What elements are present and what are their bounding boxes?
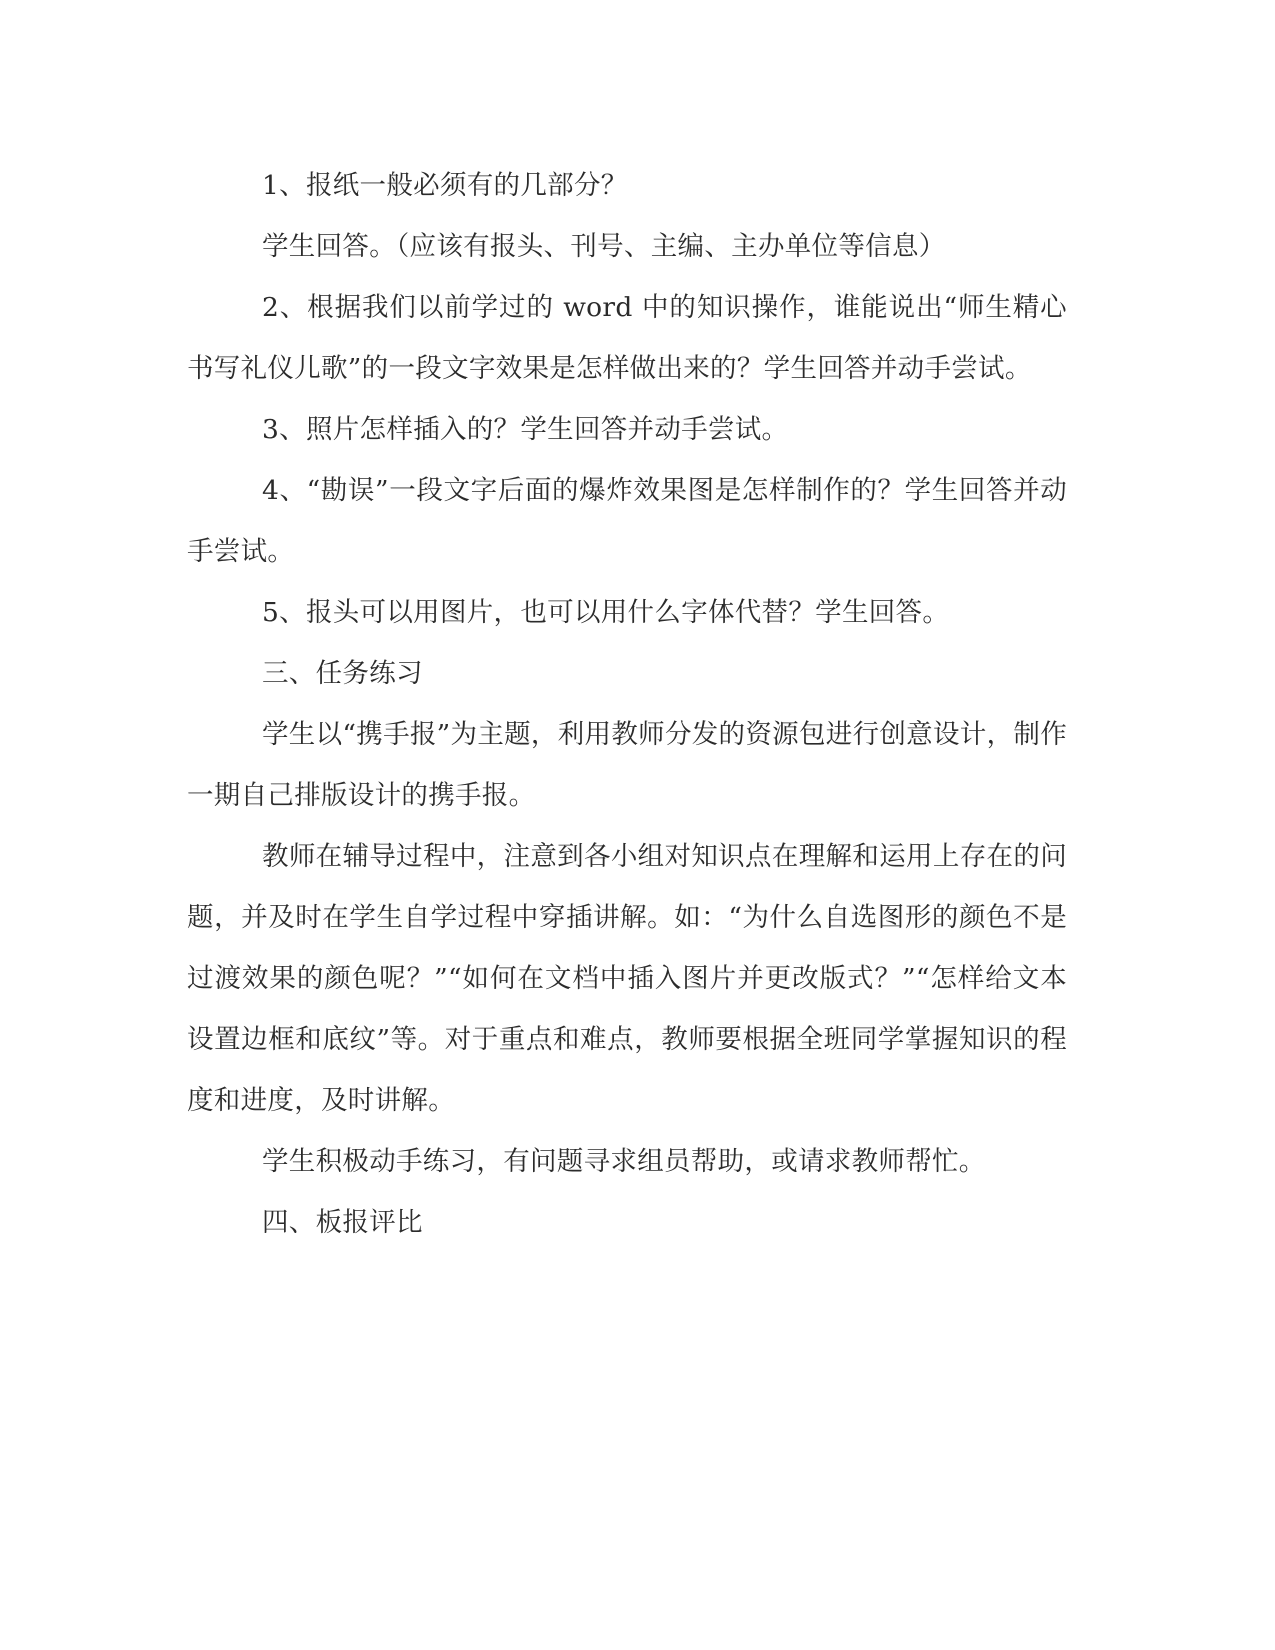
section-heading-task-practice: 三、任务练习: [262, 658, 423, 689]
paragraph-answer-1: 学生回答。（应该有报头、刊号、主编、主办单位等信息）: [262, 231, 946, 262]
paragraph-question-2: 2、根据我们以前学过的 word 中的知识操作，谁能说出“师生精心书写礼仪儿歌”的一段文字效果是怎样做出来的？学生回答并动手尝试。: [187, 292, 1067, 384]
paragraph-question-1: 1、报纸一般必须有的几部分？: [262, 170, 628, 201]
paragraph-question-3: 3、照片怎样插入的？学生回答并动手尝试。: [262, 414, 789, 445]
paragraph-question-4: 4、“勘误”一段文字后面的爆炸效果图是怎样制作的？学生回答并动手尝试。: [187, 475, 1067, 567]
paragraph-question-5: 5、报头可以用图片，也可以用什么字体代替？学生回答。: [262, 597, 950, 628]
paragraph-task-description: 学生以“携手报”为主题，利用教师分发的资源包进行创意设计，制作一期自己排版设计的携手报。: [187, 719, 1067, 811]
paragraph-teacher-guidance: 教师在辅导过程中，注意到各小组对知识点在理解和运用上存在的问题，并及时在学生自学过程中穿插讲解。如：“为什么自选图形的颜色不是过渡效果的颜色呢？”“如何在文档中插入图片并更改版式？”“怎样给文本设置边框和底纹”等。对于重点和难点，教师要根据全班同学掌握知识的程度和进度，及时讲解。: [187, 841, 1067, 1116]
document-body: [187, 155, 1067, 1253]
paragraph-student-practice: 学生积极动手练习，有问题寻求组员帮助，或请求教师帮忙。: [262, 1146, 986, 1177]
section-heading-board-review: 四、板报评比: [262, 1207, 423, 1238]
